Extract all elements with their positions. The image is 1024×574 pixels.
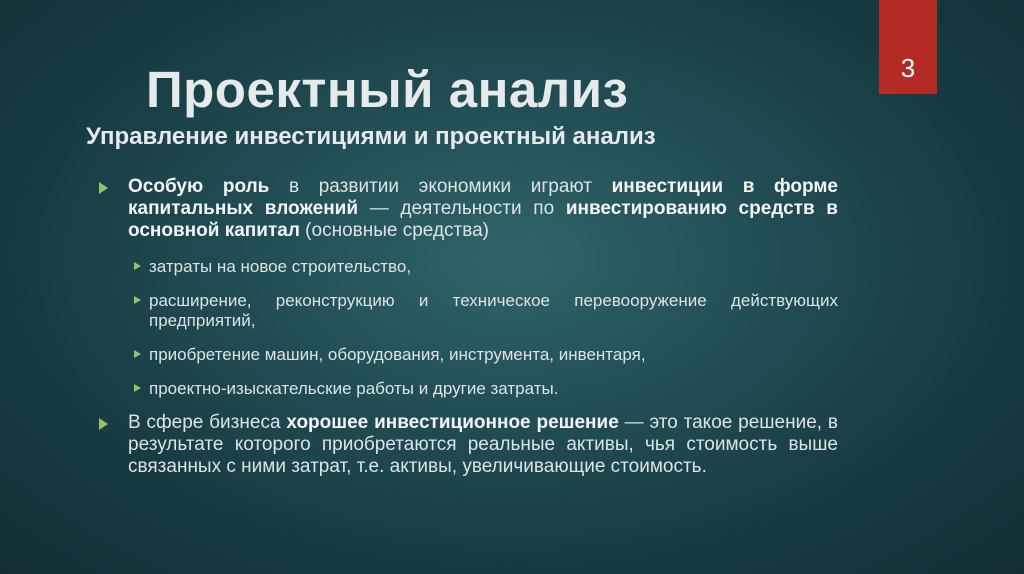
text: — деятельности по	[358, 198, 566, 219]
sub-bullet-text: проектно-изыскательские работы и другие затраты.	[149, 379, 559, 398]
slide-number-badge	[879, 0, 937, 94]
bullet-arrow-icon	[99, 182, 108, 194]
sub-bullet-arrow-icon	[134, 384, 141, 392]
slide-content	[97, 176, 838, 478]
text: (основные средства)	[299, 220, 490, 241]
text: В сфере бизнеса	[128, 412, 287, 433]
bold-text: хорошее инвестиционное решение	[286, 412, 619, 433]
text: в развитии экономики играют	[269, 176, 612, 197]
sub-bullet-arrow-icon	[134, 296, 141, 304]
sub-bullet-arrow-icon	[134, 262, 141, 270]
sub-bullet-text: расширение, реконструкцию и техническое перевооружение действующих предприятий,	[149, 291, 838, 330]
sub-bullet-arrow-icon	[134, 350, 141, 358]
slide-subtitle: Управление инвестициями и проектный анализ	[86, 123, 656, 150]
bullet-arrow-icon	[99, 418, 108, 430]
sub-bullet	[97, 345, 838, 365]
sub-bullet-text: затраты на новое строительство,	[149, 257, 412, 276]
bold-text: инвестированию средств в основной капитал	[128, 198, 838, 241]
sub-bullet	[97, 257, 838, 277]
slide-number: 3	[900, 53, 916, 83]
bold-text: инвестиции в форме капитальных вложений	[128, 176, 838, 219]
bold-text: Особую роль	[128, 176, 270, 197]
bullet-investments-role	[97, 176, 838, 242]
text: — это такое решение, в результате которого приобретаются реальные активы, чья стоимость выше связанных с ними затрат, т.е. активы, увеличивающие стоимость.	[128, 412, 838, 477]
sub-bullet	[97, 379, 838, 399]
sub-bullet-text: приобретение машин, оборудования, инструмента, инвентаря,	[149, 345, 646, 364]
slide-title: Проектный анализ	[146, 61, 629, 118]
sub-bullet	[97, 291, 838, 331]
bullet-business-decision	[97, 412, 838, 478]
